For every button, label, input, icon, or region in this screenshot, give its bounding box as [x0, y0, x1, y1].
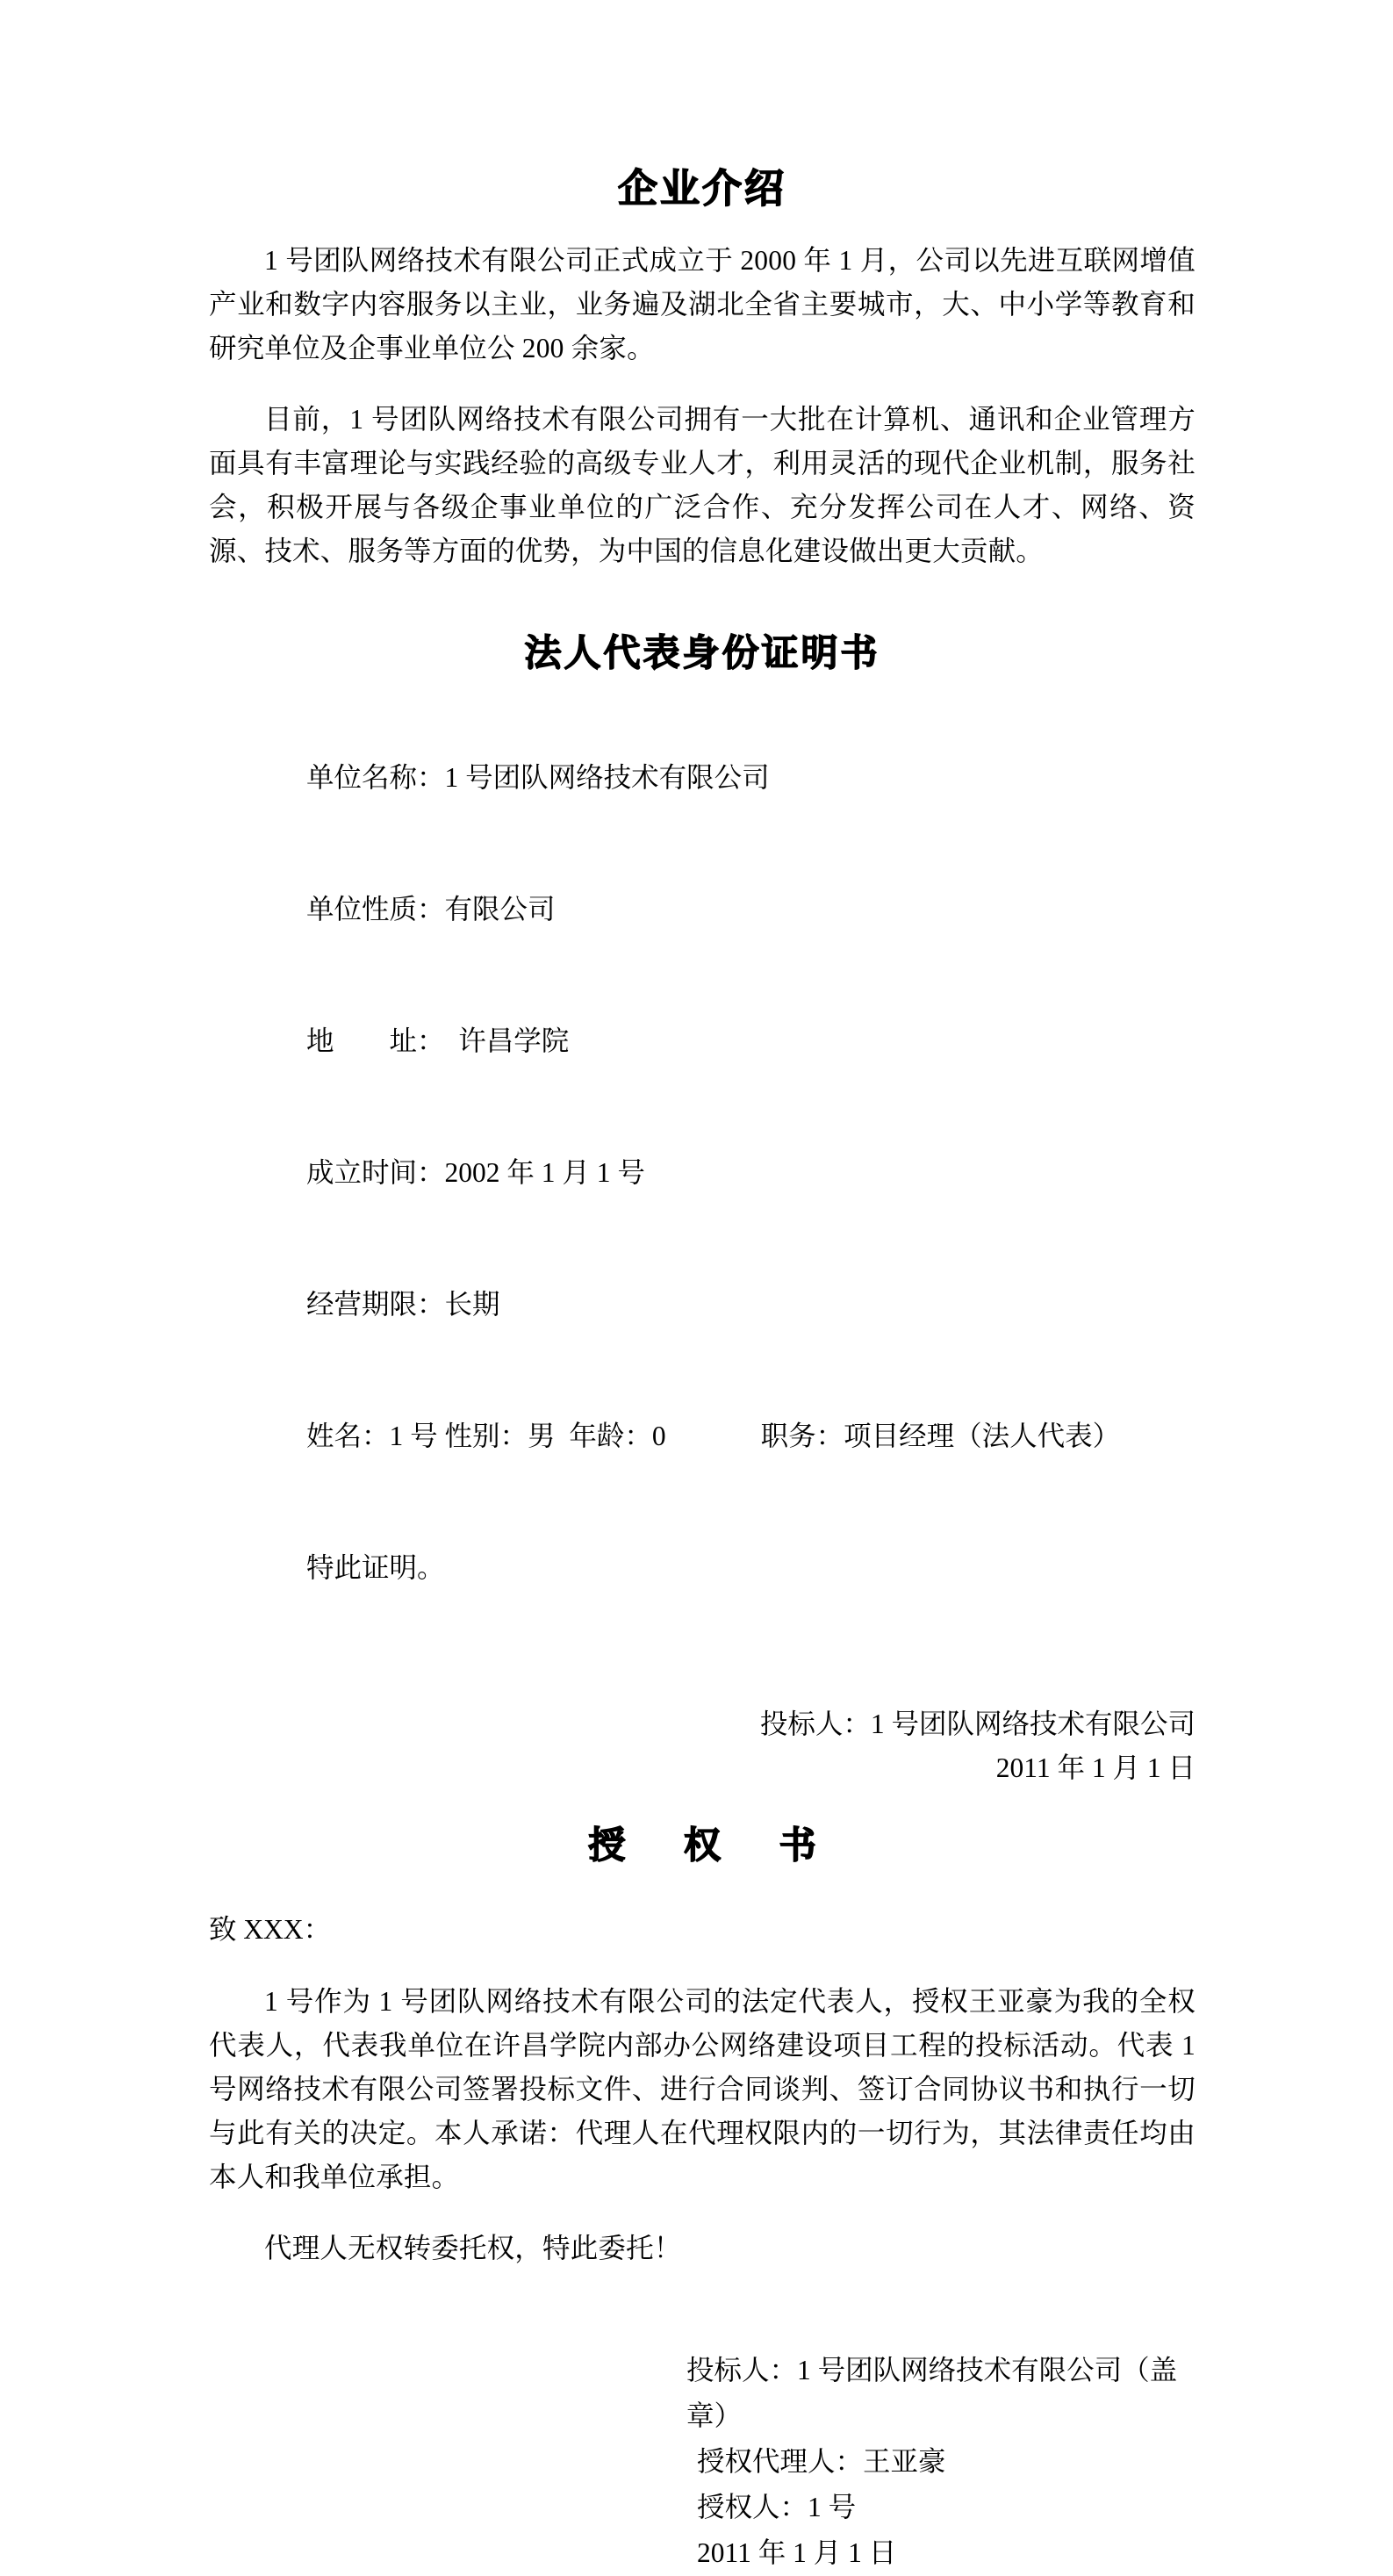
field-row-closing-statement — [251, 1502, 1196, 1634]
authorization-signature-agent: 授权代理人：王亚豪 — [697, 2446, 946, 2478]
field-value-name: 1 号 — [389, 1421, 438, 1452]
field-value-position: 项目经理（法人代表） — [844, 1421, 1121, 1452]
authorization-signature-block — [686, 2348, 1196, 2576]
page-title-authorization-letter: 授 权 书 — [588, 1824, 839, 1867]
field-row-person-details — [251, 1371, 1196, 1502]
field-label-unit-type: 单位性质： — [306, 894, 445, 925]
legal-rep-signature-block — [209, 1702, 1196, 1790]
field-row-business-term — [251, 1239, 1196, 1371]
authorization-signature-date: 2011 年 1 月 1 日 — [697, 2537, 897, 2569]
field-row-unit-name — [251, 712, 1196, 844]
page-title-company-introduction: 企业介绍 — [617, 165, 786, 212]
field-value-establish-date: 2002 年 1 月 1 号 — [444, 1157, 645, 1189]
authorization-signature-authorizer: 授权人：1 号 — [697, 2492, 857, 2523]
company-introduction-body — [209, 239, 1196, 574]
field-value-age: 0 — [651, 1421, 666, 1452]
company-intro-paragraph-1: 1 号团队网络技术有限公司正式成立于 2000 年 1 月，公司以先进互联网增值产业和数字内容服务以主业，业务遍及湖北全省主要城市，大、中小学等教育和研究单位及企事业单位公 200 余家。 — [209, 244, 1196, 363]
field-label-business-term: 经营期限： — [306, 1289, 445, 1320]
legal-rep-signature-date: 2011 年 1 月 1 日 — [995, 1752, 1196, 1784]
field-label-position: 职务： — [760, 1421, 844, 1452]
field-label-establish-date: 成立时间： — [306, 1157, 445, 1189]
field-row-address — [251, 975, 1196, 1107]
field-value-gender: 男 — [528, 1421, 556, 1452]
field-value-business-term: 长期 — [444, 1289, 500, 1320]
field-value-address: 许昌学院 — [430, 1025, 570, 1057]
authorization-paragraph-1: 1 号作为 1 号团队网络技术有限公司的法定代表人，授权王亚豪为我的全权代表人，代表我单位在许昌学院内部办公网络建设项目工程的投标活动。代表 1 号网络技术有限公司签署投标文件、进行合同谈判、签订合同协议书和执行一切与此有关的决定。本人承诺：代理人在代理权限内的一切行为，其法律责任均由本人和我单位承担。 — [209, 1985, 1196, 2192]
legal-rep-field-list — [251, 712, 1196, 1634]
authorization-paragraph-2: 代理人无权转委托权，特此委托！ — [264, 2233, 682, 2264]
field-label-name: 姓名： — [306, 1421, 390, 1452]
field-value-unit-type: 有限公司 — [444, 894, 556, 925]
field-label-unit-name: 单位名称： — [306, 762, 445, 794]
authorization-addressee: 致 XXX： — [209, 1914, 332, 1946]
field-label-gender: 性别： — [444, 1421, 528, 1452]
page-title-legal-representative-certificate: 法人代表身份证明书 — [524, 631, 880, 674]
field-row-establish-date — [251, 1107, 1196, 1239]
company-intro-paragraph-2: 目前，1 号团队网络技术有限公司拥有一大批在计算机、通讯和企业管理方面具有丰富理论与实践经验的高级专业人才，利用灵活的现代企业机制，服务社会，积极开展与各级企事业单位的广泛合作、充分发挥公司在人才、网络、资源、技术、服务等方面的优势，为中国的信息化建设做出更大贡献。 — [209, 404, 1196, 566]
authorization-body — [209, 1980, 1196, 2271]
field-value-unit-name: 1 号团队网络技术有限公司 — [444, 762, 770, 794]
authorization-signature-bidder: 投标人：1 号团队网络技术有限公司（盖章） — [686, 2355, 1178, 2432]
legal-rep-closing-text: 特此证明。 — [306, 1552, 445, 1584]
field-row-unit-type — [251, 844, 1196, 975]
legal-rep-signature-bidder: 投标人：1 号团队网络技术有限公司 — [759, 1709, 1196, 1740]
document-content-column — [209, 0, 1196, 2576]
field-label-address: 地 址： — [306, 1025, 431, 1057]
field-label-age: 年龄： — [569, 1421, 652, 1452]
